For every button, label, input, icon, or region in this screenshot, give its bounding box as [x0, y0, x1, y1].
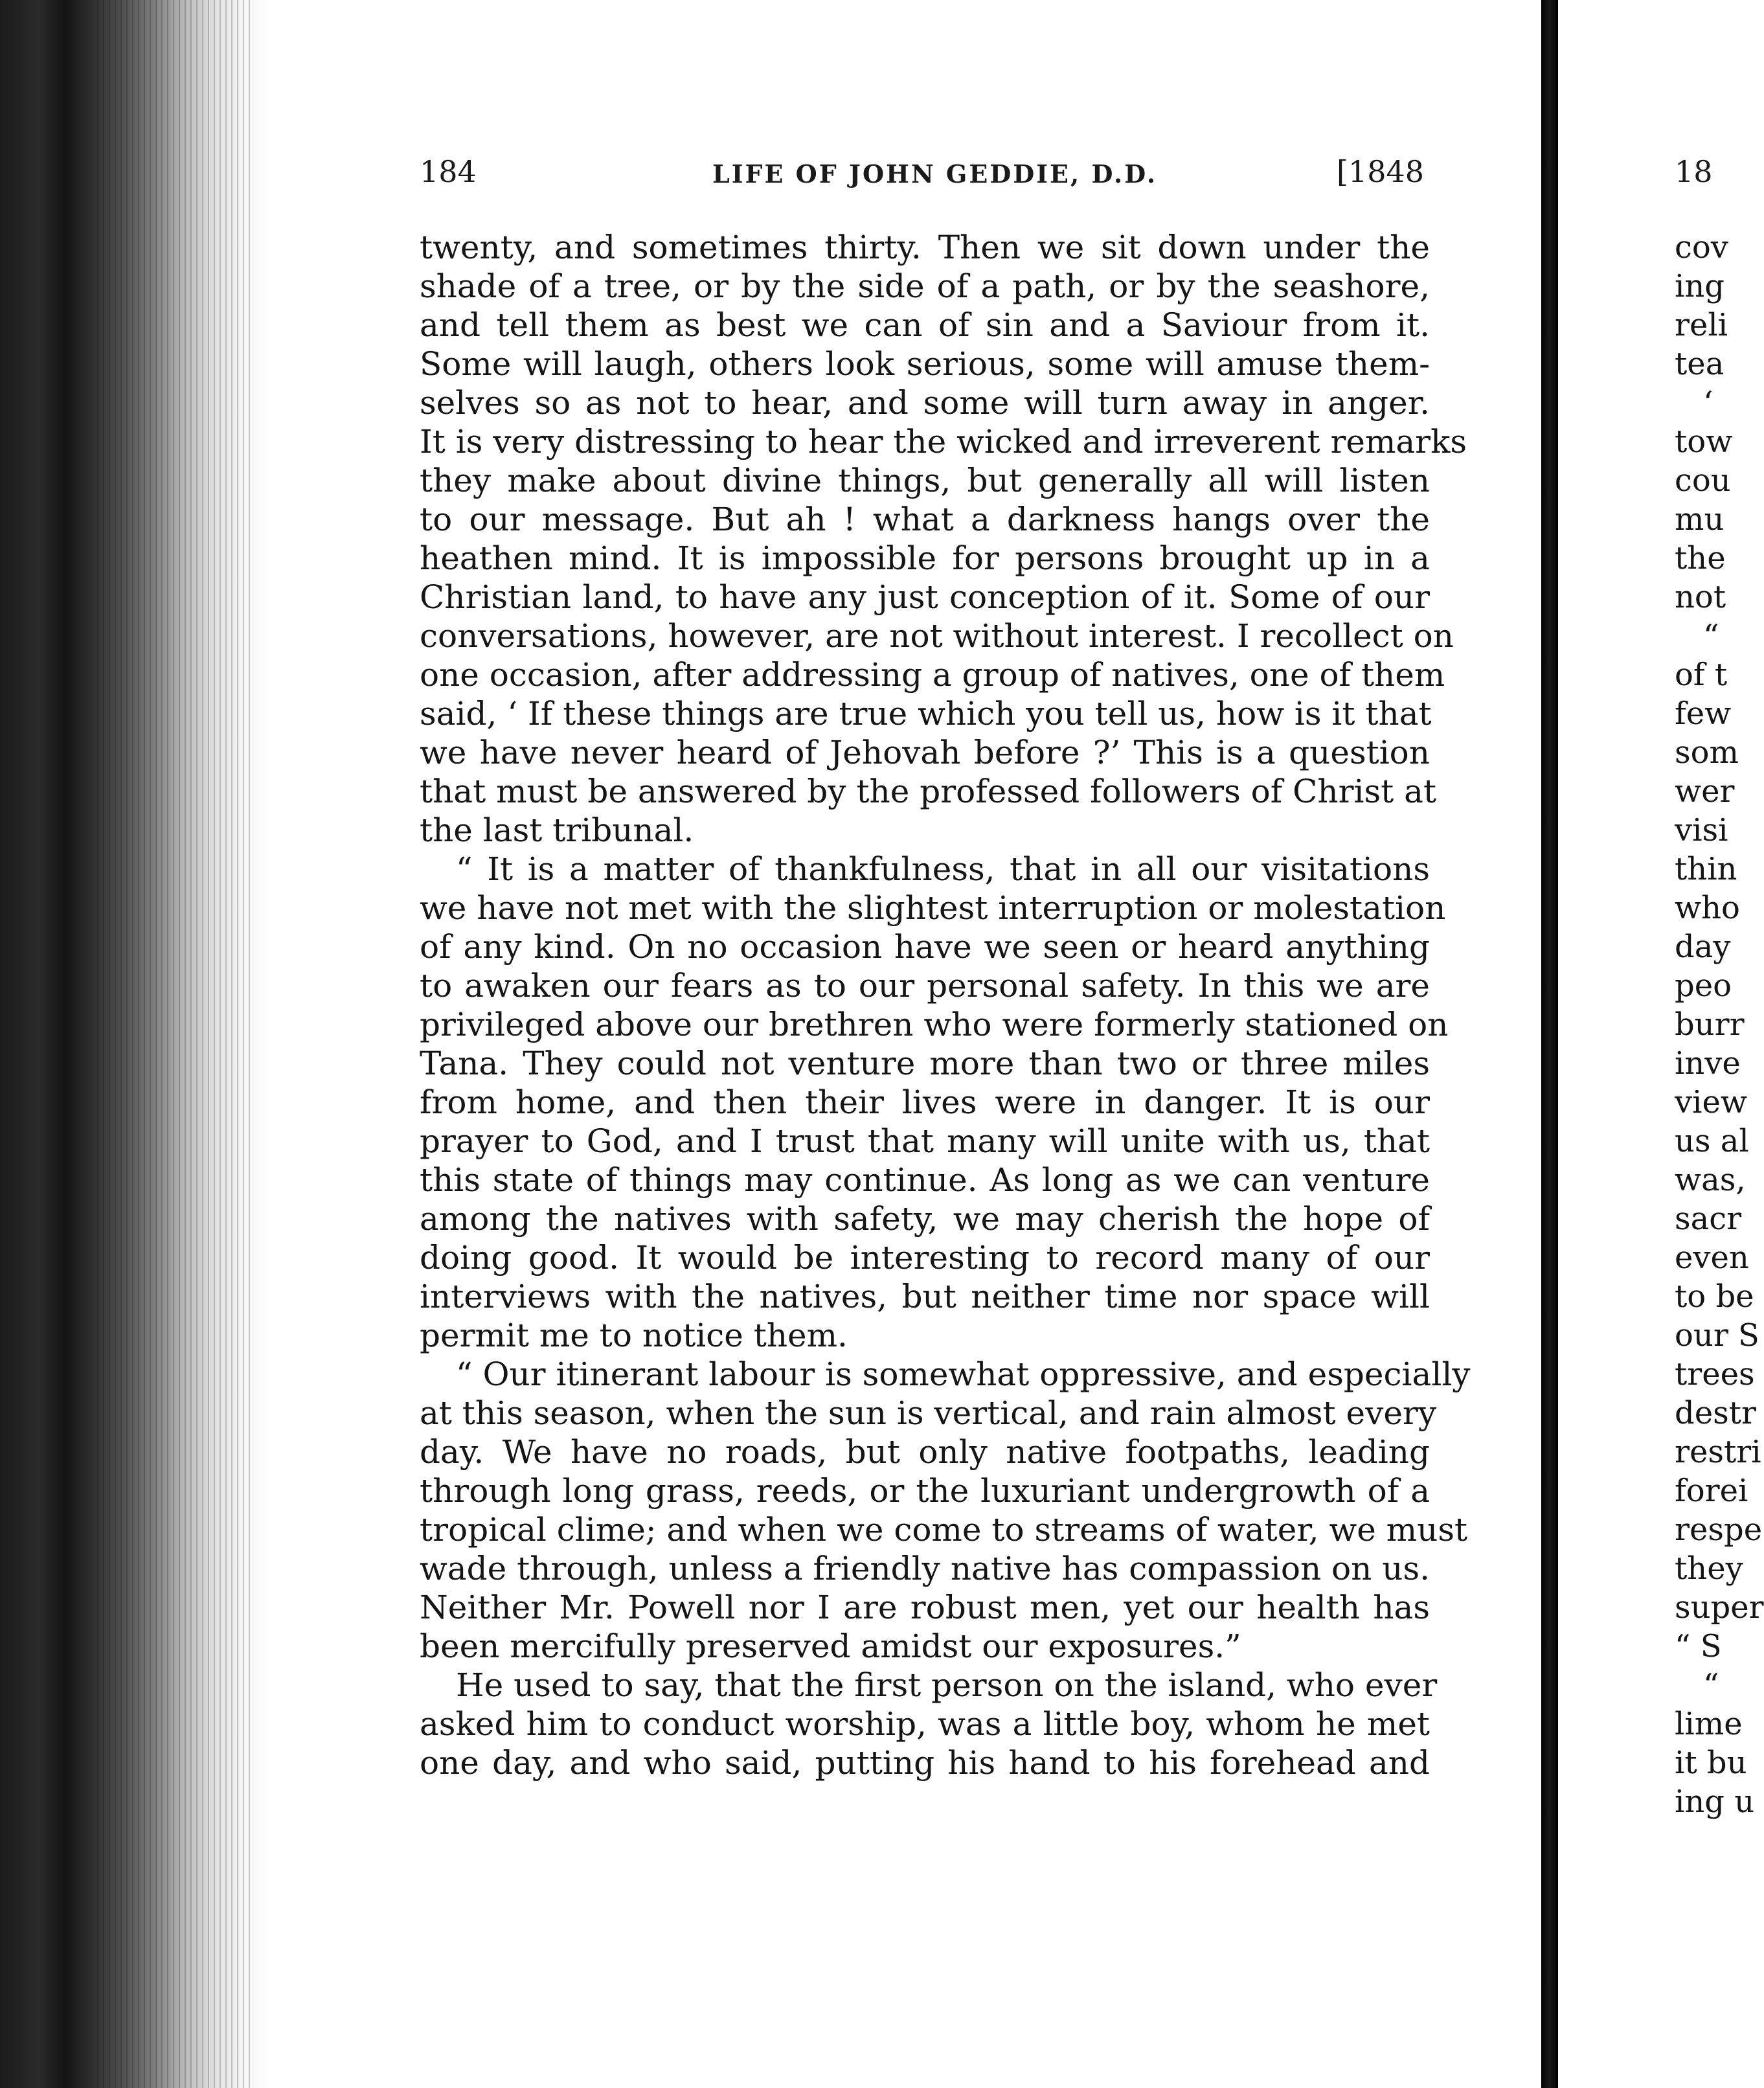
text-line: tropical clime; and when we come to streams of water, we must	[420, 1511, 1468, 1549]
text-line: conversations, however, are not without interest. I recollect on	[420, 617, 1454, 655]
right-text-fragment: “	[1703, 618, 1719, 654]
text-line: at this season, when the sun is vertical, and rain almost every	[420, 1394, 1437, 1432]
right-text-fragment: of t	[1675, 657, 1728, 693]
text-line: privileged above our brethren who were formerly stationed on	[420, 1006, 1449, 1043]
body-text	[420, 228, 1471, 1782]
text-line: prayer to God, and I trust that many will unite with us, that	[420, 1122, 1430, 1160]
text-line: heathen mind. It is impossible for persons brought up in a	[420, 539, 1430, 577]
right-text-fragment: it bu	[1675, 1745, 1747, 1781]
right-text-fragment: ‘	[1703, 385, 1713, 421]
right-text-fragment: cou	[1675, 462, 1731, 499]
text-line: from home, and then their lives were in danger. It is our	[420, 1084, 1430, 1121]
right-text-fragment: even	[1675, 1240, 1749, 1276]
right-text-fragment: they	[1675, 1550, 1743, 1587]
text-line: we have not met with the slightest interruption or molestation	[420, 889, 1446, 927]
right-text-fragment: us al	[1675, 1123, 1749, 1159]
text-line: Tana. They could not venture more than two or three miles	[420, 1045, 1430, 1082]
text-line: the last tribunal.	[420, 811, 694, 849]
right-text-fragment: not	[1675, 579, 1726, 615]
text-line: to awaken our fears as to our personal safety. In this we are	[420, 967, 1430, 1004]
right-text-fragment: day	[1675, 929, 1731, 965]
right-text-fragment: peo	[1675, 968, 1732, 1004]
right-text-fragment: tow	[1675, 424, 1733, 460]
right-text-fragment: view	[1675, 1084, 1747, 1120]
text-line: and tell them as best we can of sin and a Saviour from it.	[420, 306, 1430, 344]
right-page-text	[1675, 228, 1764, 1821]
right-text-fragment: visi	[1675, 812, 1728, 848]
right-text-fragment: mu	[1675, 501, 1724, 538]
right-text-fragment: wer	[1675, 773, 1735, 810]
text-line: day. We have no roads, but only native footpaths, leading	[420, 1433, 1430, 1471]
text-line: interviews with the natives, but neither time nor space will	[420, 1278, 1430, 1315]
text-line: Some will laugh, others look serious, some will amuse them-	[420, 345, 1430, 383]
text-line: this state of things may continue. As long as we can venture	[420, 1161, 1430, 1199]
text-line: we have never heard of Jehovah before ?’ This is a question	[420, 734, 1430, 771]
text-line: said, ‘ If these things are true which you tell us, how is it that	[420, 695, 1432, 732]
right-text-fragment: sacr	[1675, 1201, 1742, 1237]
text-line: that must be answered by the professed followers of Christ at	[420, 773, 1437, 810]
right-text-fragment: who	[1675, 890, 1740, 926]
right-text-fragment: ing	[1675, 268, 1724, 304]
text-line: “ Our itinerant labour is somewhat oppressive, and especially	[456, 1356, 1471, 1393]
page-gutter	[1541, 0, 1558, 2088]
text-line: through long grass, reeds, or the luxuriant undergrowth of a	[420, 1472, 1430, 1510]
text-line: among the natives with safety, we may cherish the hope of	[420, 1200, 1430, 1238]
right-text-fragment: super	[1675, 1589, 1764, 1626]
right-text-fragment: forei	[1675, 1473, 1748, 1509]
text-line: selves so as not to hear, and some will turn away in anger.	[420, 384, 1430, 422]
text-line: shade of a tree, or by the side of a path, or by the seashore,	[420, 267, 1430, 305]
running-title: LIFE OF JOHN GEDDIE, D.D.	[712, 159, 1158, 188]
text-line: Neither Mr. Powell nor I are robust men, yet our health has	[420, 1589, 1430, 1626]
text-line: Christian land, to have any just conception of it. Some of our	[420, 578, 1430, 616]
right-text-fragment: few	[1675, 696, 1732, 732]
right-text-fragment: cov	[1675, 229, 1728, 266]
text-line: asked him to conduct worship, was a little boy, whom he met	[420, 1705, 1430, 1743]
right-text-fragment: inve	[1675, 1045, 1741, 1082]
page-number: 184	[420, 154, 477, 189]
text-line: to our message. But ah ! what a darkness hangs over the	[420, 501, 1430, 538]
right-text-fragment: restri	[1675, 1434, 1761, 1470]
text-line: wade through, unless a friendly native has compassion on us.	[420, 1550, 1430, 1587]
right-text-fragment: “ S	[1675, 1628, 1722, 1664]
year-marker: [1848	[1337, 154, 1425, 189]
text-line: of any kind. On no occasion have we seen or heard anything	[420, 928, 1430, 966]
right-text-fragment: tea	[1675, 346, 1724, 382]
right-text-fragment: was,	[1675, 1162, 1746, 1198]
right-text-fragment: our S	[1675, 1317, 1759, 1354]
right-text-fragment: respe	[1675, 1512, 1763, 1548]
right-text-fragment: the	[1675, 540, 1726, 576]
right-text-fragment: ing u	[1675, 1784, 1755, 1820]
right-text-fragment: burr	[1675, 1006, 1745, 1043]
right-page-number: 18	[1675, 154, 1713, 189]
right-text-fragment: som	[1675, 734, 1739, 771]
text-line: they make about divine things, but generally all will listen	[420, 462, 1430, 499]
right-text-fragment: trees	[1675, 1356, 1755, 1392]
right-text-fragment: destr	[1675, 1395, 1756, 1431]
text-line: permit me to notice them.	[420, 1317, 848, 1354]
right-text-fragment: “	[1703, 1667, 1719, 1703]
right-text-fragment: reli	[1675, 307, 1728, 343]
text-line: “ It is a matter of thankfulness, that in all our visitations	[456, 850, 1430, 888]
text-line: twenty, and sometimes thirty. Then we sit down under the	[420, 229, 1430, 266]
text-line: It is very distressing to hear the wicked and irreverent remarks	[420, 423, 1467, 460]
text-line: doing good. It would be interesting to record many of our	[420, 1239, 1430, 1277]
right-text-fragment: lime	[1675, 1706, 1743, 1742]
right-text-fragment: thin	[1675, 851, 1737, 887]
text-line: He used to say, that the first person on the island, who ever	[456, 1666, 1438, 1704]
text-line: one occasion, after addressing a group of natives, one of them	[420, 656, 1445, 694]
text-line: one day, and who said, putting his hand to his forehead and	[420, 1744, 1430, 1782]
text-line: been mercifully preserved amidst our exposures.”	[420, 1628, 1241, 1665]
page-edge-lines	[97, 0, 253, 2088]
right-text-fragment: to be	[1675, 1278, 1754, 1315]
